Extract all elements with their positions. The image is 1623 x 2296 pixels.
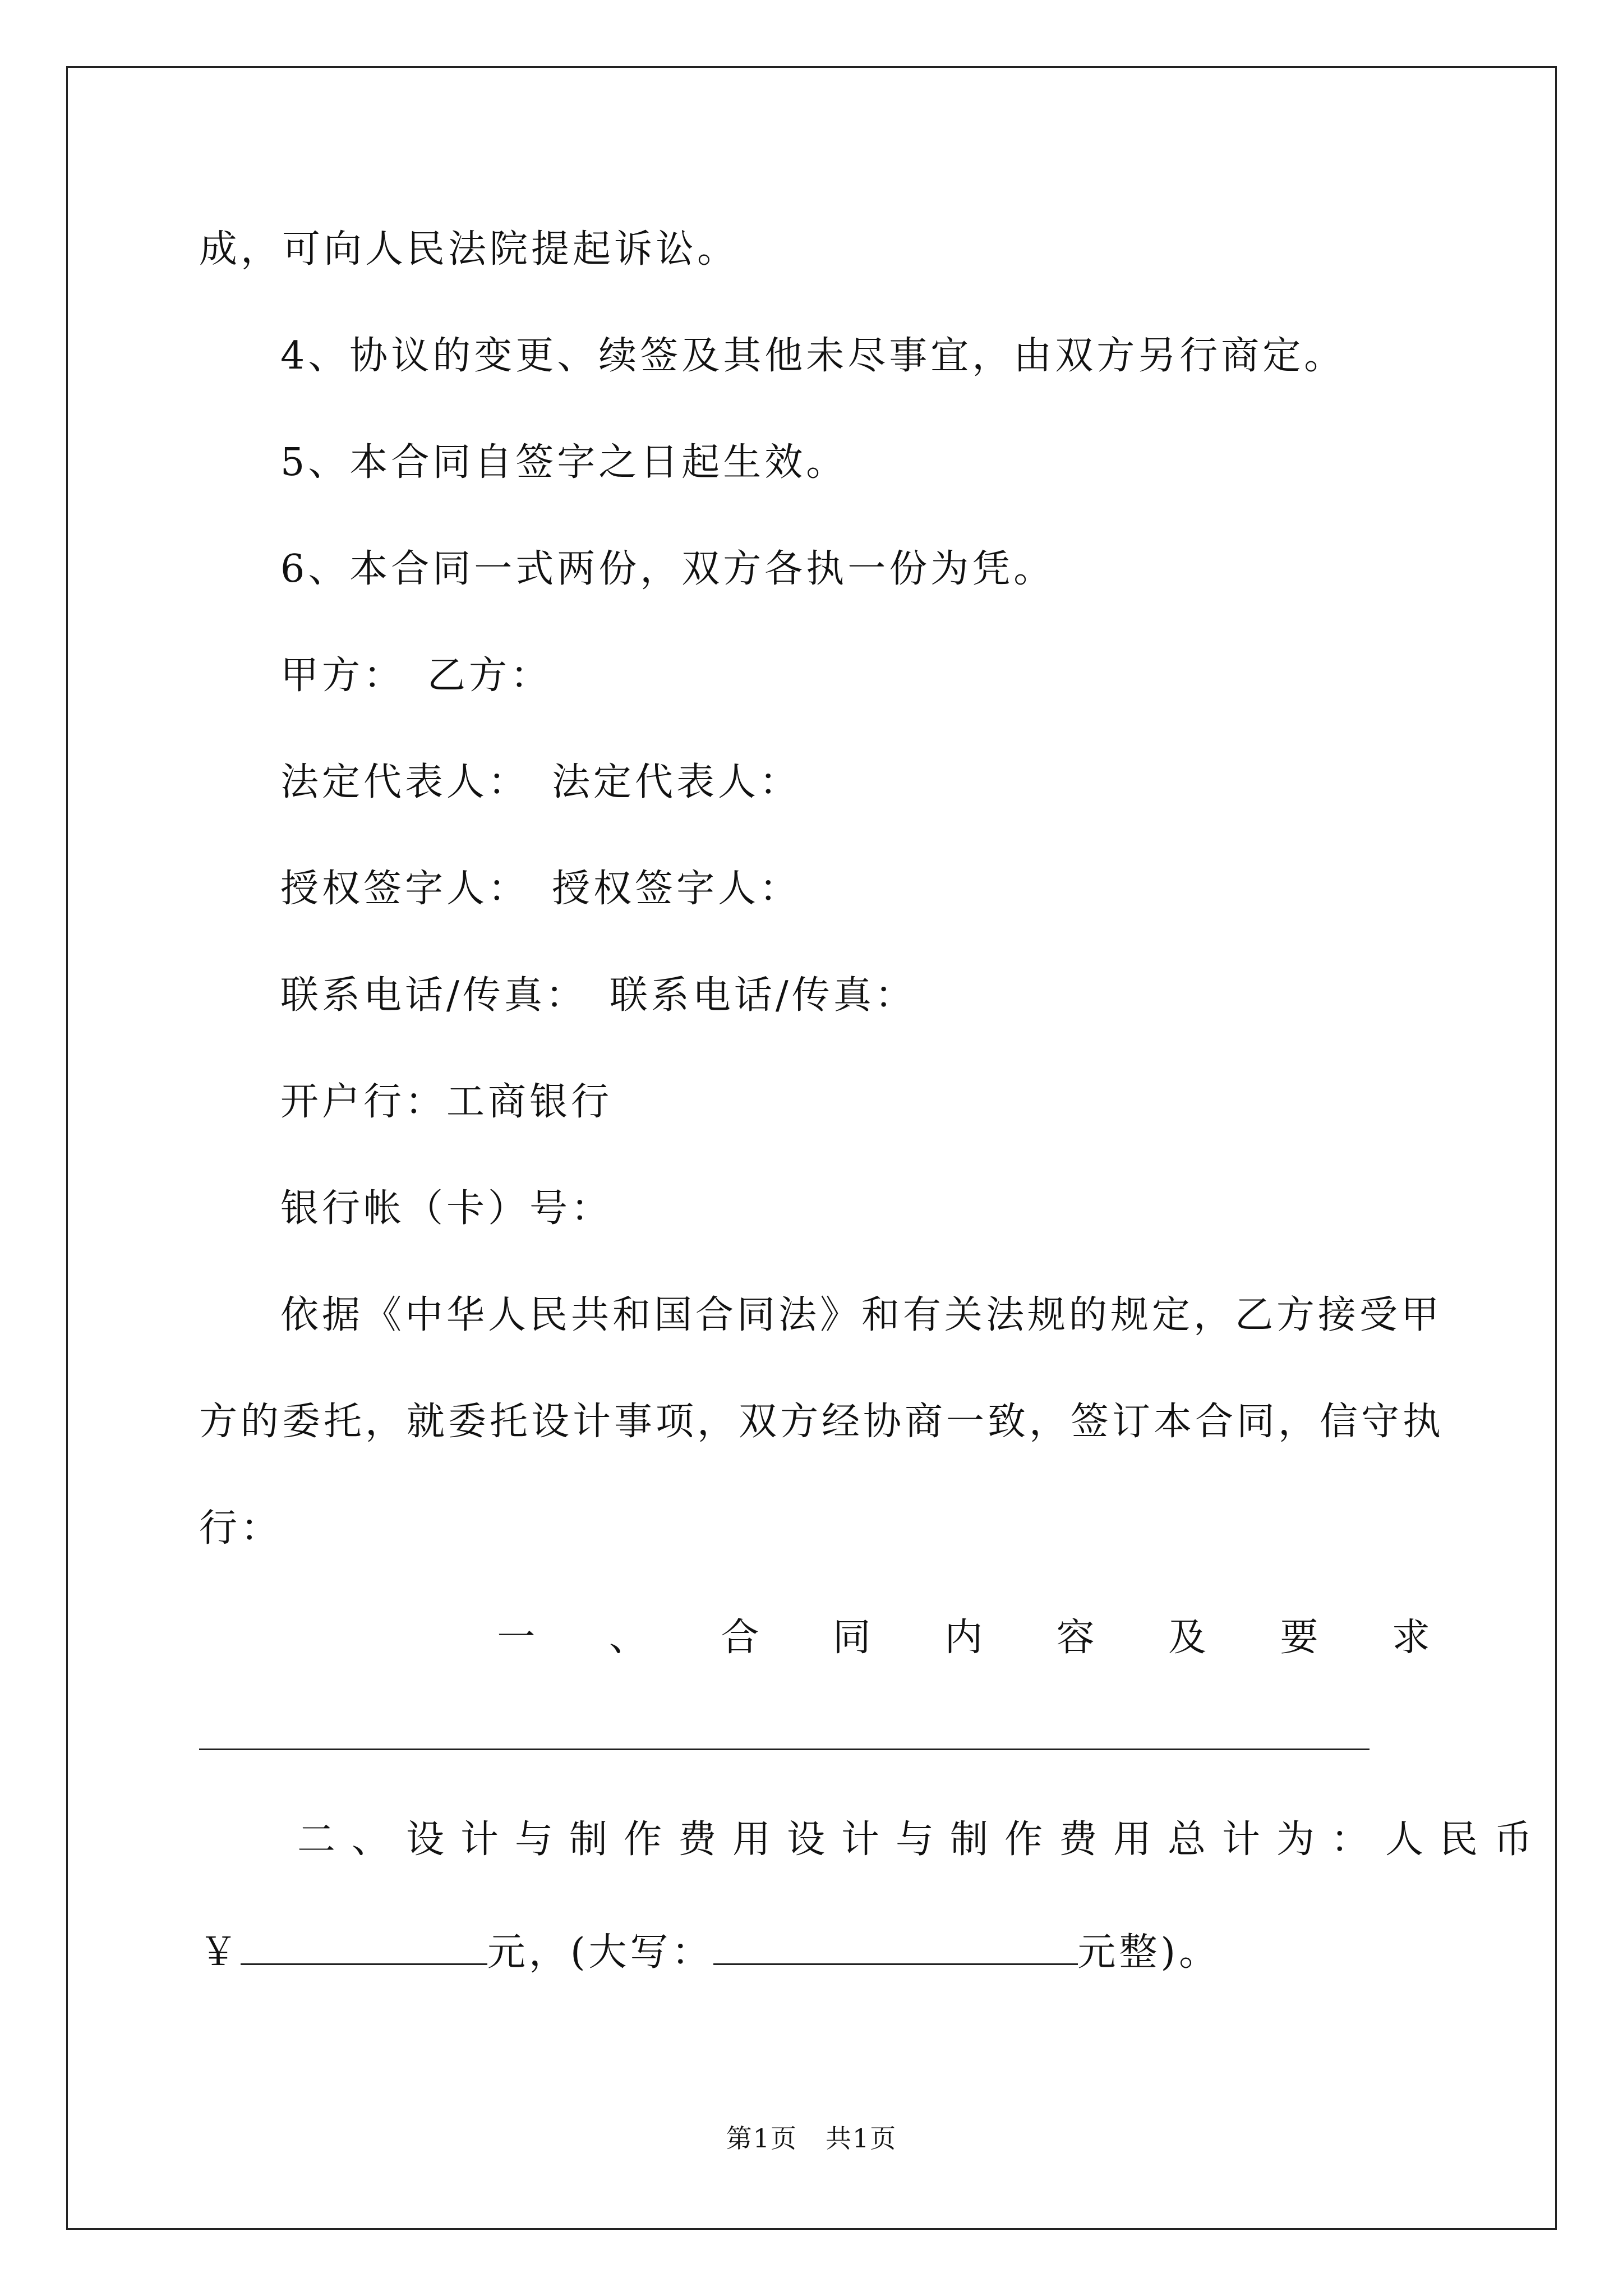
amount-unit-label: 元，(大写： [487, 1930, 713, 1975]
party-row [280, 654, 552, 698]
paragraph-line: 方的委托，就委托设计事项，双方经协商一致，签订本合同，信守执 [199, 1400, 1445, 1444]
amount-line [199, 1930, 1220, 1975]
page-border [66, 66, 1557, 2230]
signer-a-label: 授权签字人： [280, 867, 530, 911]
fill-in-line [199, 1749, 1370, 1750]
account-line: 银行帐（卡）号： [280, 1186, 613, 1231]
paragraph-line: 行： [199, 1506, 283, 1550]
heading-char: 内 [944, 1616, 983, 1660]
heading-char: 同 [832, 1616, 871, 1660]
heading-char: 要 [1280, 1616, 1318, 1660]
heading-char: 容 [1056, 1616, 1095, 1660]
party-a-label: 甲方： [280, 654, 405, 698]
clause-4: 4、协议的变更、续签及其他未尽事宜，由双方另行商定。 [280, 334, 1346, 378]
phone-b-label: 联系电话/传真： [609, 973, 916, 1018]
legal-rep-row [280, 760, 801, 805]
heading-char: 、 [608, 1616, 647, 1660]
party-b-label: 乙方： [427, 654, 552, 698]
amount-blank [241, 1930, 487, 1965]
bank-line: 开户行：工商银行 [280, 1080, 613, 1124]
amount-words-blank [713, 1930, 1078, 1965]
heading-char: 合 [721, 1616, 759, 1660]
clause-5: 5、本合同自签字之日起生效。 [280, 440, 848, 485]
legal-rep-a-label: 法定代表人： [280, 760, 530, 804]
text-line: 成，可向人民法院提起诉讼。 [199, 227, 739, 272]
phone-row [280, 973, 916, 1018]
page-number: 第1页 [726, 2123, 797, 2154]
clause-6: 6、本合同一式两份，双方各执一份为凭。 [280, 547, 1055, 591]
heading-char: 求 [1391, 1616, 1430, 1660]
section-2-heading: 二、设计与制作费用设计与制作费用总计为：人民币 [297, 1818, 1549, 1862]
phone-a-label: 联系电话/传真： [280, 973, 587, 1018]
heading-char: 及 [1168, 1616, 1207, 1660]
section-1-heading [199, 1616, 1430, 1660]
currency-symbol: ￥ [199, 1930, 241, 1975]
amount-end-label: 元整)。 [1077, 1930, 1221, 1975]
signer-row [280, 867, 801, 912]
page-footer [0, 2123, 1623, 2154]
paragraph-line: 依据《中华人民共和国合同法》和有关法规的规定，乙方接受甲 [280, 1293, 1443, 1337]
heading-char: 一 [497, 1616, 536, 1660]
legal-rep-b-label: 法定代表人： [552, 760, 801, 804]
page-total: 共1页 [826, 2123, 897, 2154]
signer-b-label: 授权签字人： [552, 867, 801, 911]
